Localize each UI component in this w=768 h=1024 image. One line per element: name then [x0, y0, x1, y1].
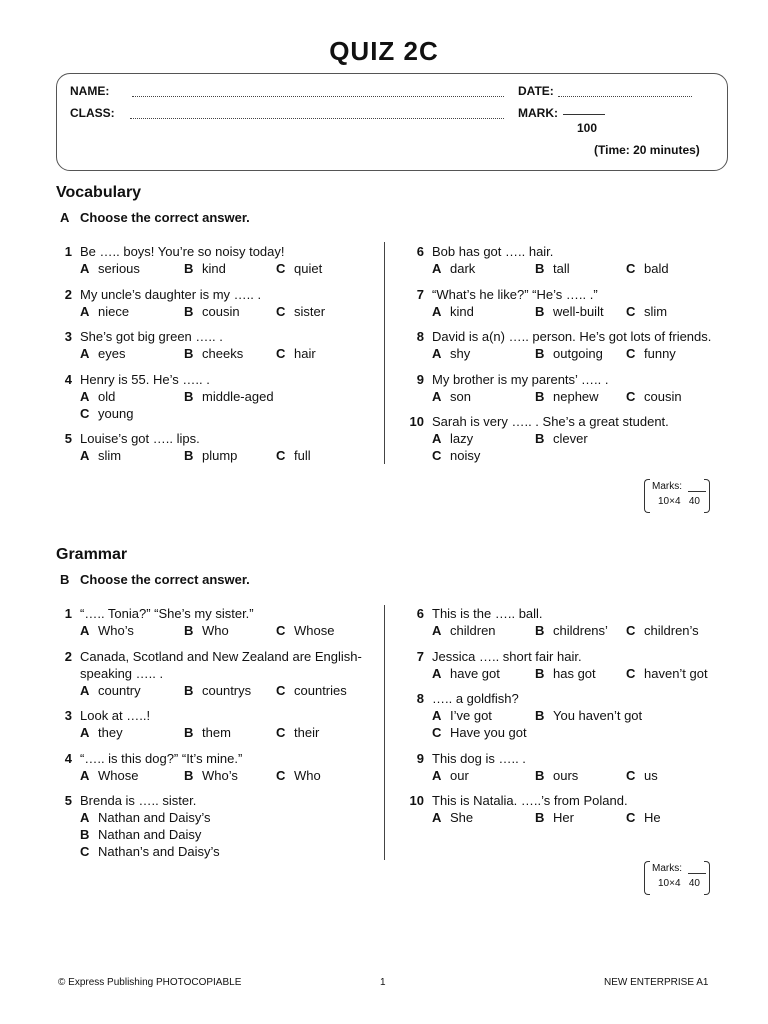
question-number: 5 [64, 793, 72, 808]
option-text: have got [450, 666, 500, 681]
answer-option-c[interactable] [276, 724, 319, 741]
question-text: Henry is 55. He’s ….. . [80, 372, 210, 387]
answer-option-b[interactable] [184, 388, 274, 405]
option-text: old [98, 389, 116, 404]
answer-option-a[interactable] [432, 303, 474, 320]
option-letter: C [80, 406, 90, 421]
option-letter: A [80, 304, 90, 319]
option-letter: A [80, 261, 90, 276]
question-text: Jessica ….. short fair hair. [432, 649, 582, 664]
answer-option-c[interactable] [276, 345, 316, 362]
question-number: 9 [416, 372, 424, 387]
question-text: “….. is this dog?” “It’s mine.” [80, 751, 243, 766]
answer-option-b[interactable] [184, 682, 251, 699]
answer-option-b[interactable] [184, 260, 226, 277]
vocabulary-marks-box [644, 479, 710, 513]
option-letter: A [432, 810, 442, 825]
option-text: niece [98, 304, 130, 319]
option-letter: A [80, 389, 90, 404]
option-text: middle-aged [202, 389, 274, 404]
answer-option-a[interactable] [432, 707, 492, 724]
option-text: shy [450, 346, 471, 361]
question-text: Bob has got ….. hair. [432, 244, 554, 259]
option-letter: A [432, 623, 442, 638]
question-number: 4 [64, 751, 72, 766]
answer-option-a[interactable] [80, 622, 134, 639]
option-letter: B [535, 346, 545, 361]
question-text: This dog is ….. . [432, 751, 526, 766]
question-number: 3 [64, 708, 72, 723]
option-text: cousin [202, 304, 240, 319]
option-text: has got [553, 666, 596, 681]
option-letter: B [535, 708, 545, 723]
marks-label: Marks: [652, 863, 682, 874]
answer-option-a[interactable] [432, 345, 470, 362]
answer-option-a[interactable] [432, 388, 471, 405]
answer-option-c[interactable] [626, 388, 682, 405]
option-text: dark [450, 261, 476, 276]
option-text: plump [202, 448, 238, 463]
option-text: cousin [644, 389, 682, 404]
option-text: ours [553, 768, 579, 783]
option-text: children’s [644, 623, 699, 638]
option-letter: C [432, 725, 442, 740]
question-text: Look at …..! [80, 708, 151, 723]
option-letter: C [276, 261, 286, 276]
question-number: 2 [64, 287, 72, 302]
option-letter: A [80, 768, 90, 783]
answer-option-b[interactable] [184, 303, 240, 320]
option-text: slim [644, 304, 668, 319]
footer-page-number: 1 [380, 977, 386, 988]
answer-option-a[interactable] [80, 447, 121, 464]
answer-option-a[interactable] [80, 682, 141, 699]
option-letter: B [535, 623, 545, 638]
option-letter: C [276, 683, 286, 698]
option-letter: A [80, 623, 90, 638]
answer-option-c[interactable] [626, 303, 667, 320]
option-letter: C [276, 768, 286, 783]
option-text: bald [644, 261, 669, 276]
answer-option-a[interactable] [432, 767, 469, 784]
answer-option-b[interactable] [184, 345, 243, 362]
option-text: country [98, 683, 141, 698]
option-text: She [450, 810, 474, 825]
grammar-marks-box [644, 861, 710, 895]
option-letter: A [80, 346, 90, 361]
option-letter: A [432, 261, 442, 276]
marks-formula: 10×4 [658, 878, 681, 889]
option-text: countrys [202, 683, 252, 698]
option-text: young [98, 406, 134, 421]
option-text: hair [294, 346, 316, 361]
option-text: Nathan and Daisy’s [98, 810, 211, 825]
answer-option-a[interactable] [432, 622, 496, 639]
answer-option-a[interactable] [80, 388, 115, 405]
option-text: kind [450, 304, 474, 319]
option-letter: B [535, 389, 545, 404]
option-letter: C [626, 389, 636, 404]
question-number: 3 [64, 329, 72, 344]
question-text: ….. a goldfish? [432, 691, 519, 706]
option-text: son [450, 389, 471, 404]
footer-book-title: NEW ENTERPRISE A1 [604, 977, 709, 988]
date-label: DATE: [518, 84, 554, 98]
option-letter: A [80, 448, 90, 463]
answer-option-b[interactable] [184, 724, 231, 741]
option-letter: B [535, 768, 545, 783]
answer-option-b[interactable] [535, 260, 570, 277]
option-text: Who [294, 768, 321, 783]
answer-option-a[interactable] [432, 809, 473, 826]
option-letter: C [626, 810, 636, 825]
option-letter: B [184, 389, 194, 404]
grammar-heading: Grammar [56, 546, 128, 563]
answer-option-c[interactable] [276, 767, 321, 784]
question-number: 7 [416, 649, 424, 664]
option-text: Who [202, 623, 229, 638]
option-text: childrens’ [553, 623, 608, 638]
option-letter: C [626, 666, 636, 681]
option-text: cheeks [202, 346, 244, 361]
option-text: Whose [98, 768, 139, 783]
question-number: 1 [64, 606, 72, 621]
instruction-text: Choose the correct answer. [80, 572, 250, 587]
option-letter: B [535, 261, 545, 276]
exercise-letter: A [60, 210, 70, 225]
question-number: 8 [416, 691, 424, 706]
option-letter: A [80, 683, 90, 698]
question-text: “….. Tonia?” “She’s my sister.” [80, 606, 254, 621]
option-text: quiet [294, 261, 323, 276]
answer-option-c[interactable] [80, 843, 220, 860]
answer-option-c[interactable] [276, 447, 311, 464]
option-letter: A [80, 725, 90, 740]
question-text: My brother is my parents’ ….. . [432, 372, 609, 387]
marks-denominator [658, 878, 700, 889]
option-text: Who’s [98, 623, 134, 638]
question-text: “What’s he like?” “He’s ….. .” [432, 287, 598, 302]
option-text: tall [553, 261, 570, 276]
question-number: 10 [409, 793, 424, 808]
option-text: their [294, 725, 320, 740]
option-text: Nathan and Daisy [98, 827, 202, 842]
option-letter: C [276, 304, 286, 319]
question-number: 10 [409, 414, 424, 429]
marks-score-line[interactable] [688, 491, 706, 492]
answer-option-b[interactable] [535, 767, 578, 784]
option-letter: B [184, 683, 194, 698]
option-letter: C [276, 346, 286, 361]
option-letter: A [432, 708, 442, 723]
option-letter: C [626, 304, 636, 319]
marks-label: Marks: [652, 481, 682, 492]
question-text: Louise’s got ….. lips. [80, 431, 200, 446]
option-letter: C [432, 448, 442, 463]
answer-option-b[interactable] [80, 826, 201, 843]
question-text: My uncle’s daughter is my ….. . [80, 287, 262, 302]
option-letter: C [276, 623, 286, 638]
option-text: serious [98, 261, 140, 276]
option-letter: B [80, 827, 90, 842]
time-limit: (Time: 20 minutes) [594, 143, 700, 157]
option-text: lazy [450, 431, 474, 446]
option-letter: A [432, 346, 442, 361]
marks-score-line[interactable] [688, 873, 706, 874]
option-letter: A [432, 389, 442, 404]
option-text: funny [644, 346, 676, 361]
answer-option-a[interactable] [80, 345, 125, 362]
question-number: 6 [416, 244, 424, 259]
answer-option-c[interactable] [626, 767, 658, 784]
question-text: Sarah is very ….. . She’s a great student. [432, 414, 669, 429]
option-text: Whose [294, 623, 335, 638]
option-text: well-built [553, 304, 604, 319]
answer-option-a[interactable] [432, 430, 473, 447]
answer-option-c[interactable] [626, 345, 676, 362]
option-letter: B [535, 666, 545, 681]
date-field[interactable] [558, 96, 692, 97]
option-letter: A [432, 304, 442, 319]
answer-option-b[interactable] [535, 707, 642, 724]
answer-option-c[interactable] [80, 405, 133, 422]
answer-option-b[interactable] [535, 430, 588, 447]
option-text: slim [98, 448, 122, 463]
question-text: This is Natalia. …..’s from Poland. [432, 793, 628, 808]
question-number: 7 [416, 287, 424, 302]
option-letter: A [432, 768, 442, 783]
option-letter: C [626, 261, 636, 276]
answer-option-c[interactable] [276, 303, 325, 320]
marks-formula: 10×4 [658, 496, 681, 507]
answer-option-b[interactable] [535, 665, 596, 682]
option-letter: C [276, 725, 286, 740]
class-label: CLASS: [70, 106, 115, 120]
question-text: Canada, Scotland and New Zealand are English- [80, 649, 362, 664]
marks-total: 40 [688, 496, 700, 507]
option-text: them [202, 725, 231, 740]
answer-option-a[interactable] [80, 260, 140, 277]
answer-option-c[interactable] [276, 622, 334, 639]
option-letter: B [184, 725, 194, 740]
question-number: 4 [64, 372, 72, 387]
option-letter: B [184, 346, 194, 361]
option-text: Her [553, 810, 574, 825]
vocabulary-heading: Vocabulary [56, 184, 142, 201]
answer-option-b[interactable] [535, 345, 603, 362]
question-text: Brenda is ….. sister. [80, 793, 197, 808]
question-number: 1 [64, 244, 72, 259]
answer-option-c[interactable] [432, 447, 480, 464]
answer-option-a[interactable] [80, 303, 129, 320]
option-text: Nathan’s and Daisy’s [98, 844, 220, 859]
question-number: 6 [416, 606, 424, 621]
answer-option-b[interactable] [535, 809, 574, 826]
option-text: children [450, 623, 496, 638]
answer-option-b[interactable] [535, 388, 599, 405]
answer-option-a[interactable] [432, 260, 475, 277]
instruction-text: Choose the correct answer. [80, 210, 250, 225]
answer-option-a[interactable] [80, 724, 123, 741]
column-divider [384, 605, 385, 860]
option-letter: C [626, 768, 636, 783]
option-letter: A [432, 666, 442, 681]
option-letter: C [276, 448, 286, 463]
option-text: Have you got [450, 725, 527, 740]
option-letter: B [184, 768, 194, 783]
answer-option-c[interactable] [626, 622, 699, 639]
option-text: He [644, 810, 661, 825]
mark-field[interactable] [563, 114, 605, 115]
option-text: clever [553, 431, 588, 446]
question-number: 2 [64, 649, 72, 664]
option-text: our [450, 768, 469, 783]
option-letter: B [184, 304, 194, 319]
marks-total: 40 [688, 878, 700, 889]
option-letter: C [80, 844, 90, 859]
answer-option-c[interactable] [276, 682, 347, 699]
mark-label: MARK: [518, 106, 558, 120]
question-number: 8 [416, 329, 424, 344]
option-text: us [644, 768, 658, 783]
option-letter: B [184, 623, 194, 638]
footer-copyright: © Express Publishing PHOTOCOPIABLE [58, 977, 242, 988]
answer-option-c[interactable] [276, 260, 322, 277]
option-text: kind [202, 261, 226, 276]
option-letter: B [184, 261, 194, 276]
answer-option-c[interactable] [432, 724, 527, 741]
column-divider [384, 242, 385, 464]
answer-option-b[interactable] [184, 622, 229, 639]
question-text: David is a(n) ….. person. He’s got lots of friends. [432, 329, 712, 344]
answer-option-a[interactable] [432, 665, 500, 682]
answer-option-b[interactable] [535, 622, 608, 639]
class-field[interactable] [130, 118, 504, 119]
answer-option-b[interactable] [184, 447, 237, 464]
question-text-continued: speaking ….. . [80, 666, 164, 681]
option-text: they [98, 725, 123, 740]
option-letter: B [535, 431, 545, 446]
name-label: NAME: [70, 84, 110, 98]
option-text: nephew [553, 389, 599, 404]
option-letter: A [432, 431, 442, 446]
question-number: 9 [416, 751, 424, 766]
option-letter: C [626, 346, 636, 361]
marks-denominator [658, 496, 700, 507]
answer-option-a[interactable] [80, 767, 138, 784]
option-letter: C [626, 623, 636, 638]
vocabulary-instruction [60, 210, 250, 225]
option-text: full [294, 448, 311, 463]
option-letter: B [184, 448, 194, 463]
question-text: She’s got big green ….. . [80, 329, 223, 344]
question-number: 5 [64, 431, 72, 446]
question-text: Be ….. boys! You’re so noisy today! [80, 244, 285, 259]
option-letter: B [535, 304, 545, 319]
answer-option-c[interactable] [626, 260, 669, 277]
answer-option-c[interactable] [626, 665, 708, 682]
option-text: You haven’t got [553, 708, 643, 723]
option-text: noisy [450, 448, 481, 463]
option-letter: B [535, 810, 545, 825]
exercise-letter: B [60, 572, 70, 587]
option-letter: A [80, 810, 90, 825]
question-text: This is the ….. ball. [432, 606, 543, 621]
answer-option-a[interactable] [80, 809, 211, 826]
answer-option-c[interactable] [626, 809, 661, 826]
answer-option-b[interactable] [184, 767, 238, 784]
option-text: eyes [98, 346, 126, 361]
option-text: countries [294, 683, 347, 698]
grammar-instruction [60, 572, 250, 587]
option-text: outgoing [553, 346, 603, 361]
option-text: haven’t got [644, 666, 708, 681]
name-field[interactable] [132, 96, 504, 97]
mark-total: 100 [577, 121, 598, 135]
answer-option-b[interactable] [535, 303, 604, 320]
option-text: I’ve got [450, 708, 492, 723]
option-text: sister [294, 304, 326, 319]
quiz-title: QUIZ 2C [329, 36, 439, 66]
option-text: Who’s [202, 768, 238, 783]
